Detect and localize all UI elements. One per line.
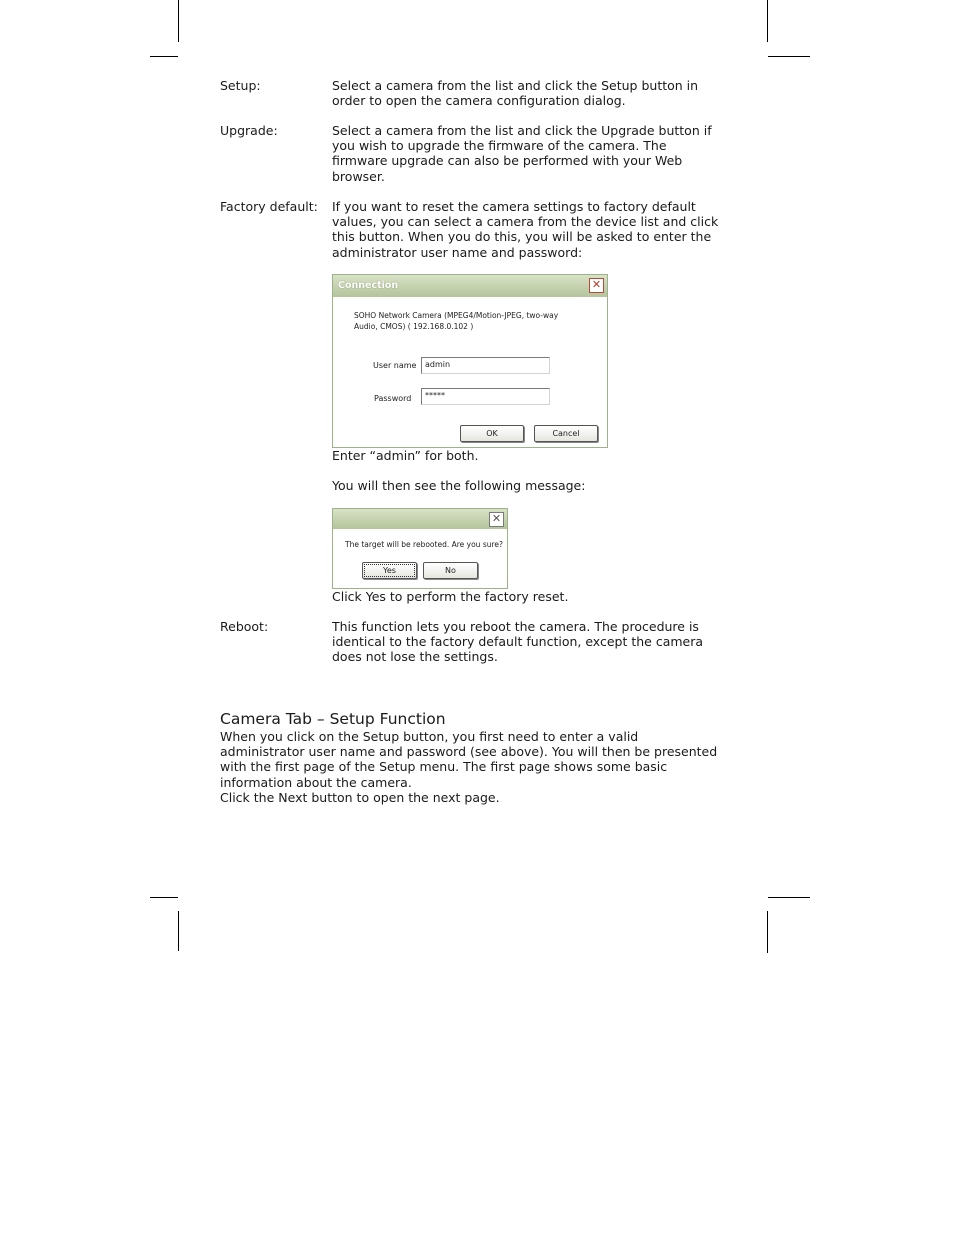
enter-admin-note: Enter “admin” for both. <box>332 448 479 463</box>
dialog-message: SOHO Network Camera (MPEG4/Motion-JPEG, two-way Audio, CMOS) ( 192.168.0.102 ) <box>354 311 559 331</box>
cancel-button[interactable]: Cancel <box>534 425 598 442</box>
connection-dialog <box>332 274 608 448</box>
username-field[interactable]: admin <box>421 357 550 374</box>
no-button[interactable]: No <box>423 562 478 579</box>
following-message-note: You will then see the following message: <box>332 478 586 493</box>
crop-mark <box>178 911 179 951</box>
crop-mark <box>150 56 178 57</box>
confirm-message: The target will be rebooted. Are you sure? <box>345 540 503 549</box>
term-upgrade: Upgrade: <box>220 123 278 138</box>
desc-factory-default: If you want to reset the camera settings to factory default values, you can select a camera from the device list and click this button. When you do this, you will be asked to enter the administrator user name and password: <box>332 199 719 260</box>
section-heading: Camera Tab – Setup Function <box>220 710 446 728</box>
confirm-dialog <box>332 508 508 589</box>
section-body <box>220 729 725 805</box>
password-label: Password <box>374 394 412 403</box>
crop-mark <box>767 911 768 953</box>
desc-upgrade: Select a camera from the list and click the Upgrade button if you wish to upgrade the firmware of the camera. The firmware upgrade can also be performed with your Web browser. <box>332 123 712 184</box>
yes-button[interactable]: Yes <box>362 562 417 579</box>
username-label: User name <box>373 361 417 370</box>
desc-setup: Select a camera from the list and click the Setup button in order to open the camera configuration dialog. <box>332 78 699 109</box>
ok-button[interactable]: OK <box>460 425 524 442</box>
term-factory-default: Factory default: <box>220 199 318 214</box>
crop-mark <box>178 0 179 42</box>
section-paragraph-next: Click the Next button to open the next page. <box>220 789 500 805</box>
desc-reboot: This function lets you reboot the camera. The procedure is identical to the factory default function, except the camera does not lose the settings. <box>332 619 704 665</box>
crop-mark <box>767 0 768 42</box>
crop-mark <box>150 897 178 898</box>
factory-reset-note: Click Yes to perform the factory reset. <box>332 589 569 604</box>
term-reboot: Reboot: <box>220 619 269 634</box>
dialog-titlebar <box>333 275 607 297</box>
close-icon[interactable]: ✕ <box>489 512 504 527</box>
term-setup: Setup: <box>220 78 261 93</box>
crop-mark <box>768 56 810 57</box>
crop-mark <box>768 897 810 898</box>
confirm-titlebar <box>333 509 507 529</box>
close-icon[interactable]: ✕ <box>589 278 604 293</box>
section-paragraph: When you click on the Setup button, you first need to enter a valid administrator user name and password (see above). You will then be presented with the first page of the Setup menu. The first page shows some basic information about the camera. <box>220 729 718 790</box>
dialog-title: Connection <box>338 280 399 291</box>
password-field[interactable]: ***** <box>421 388 550 405</box>
